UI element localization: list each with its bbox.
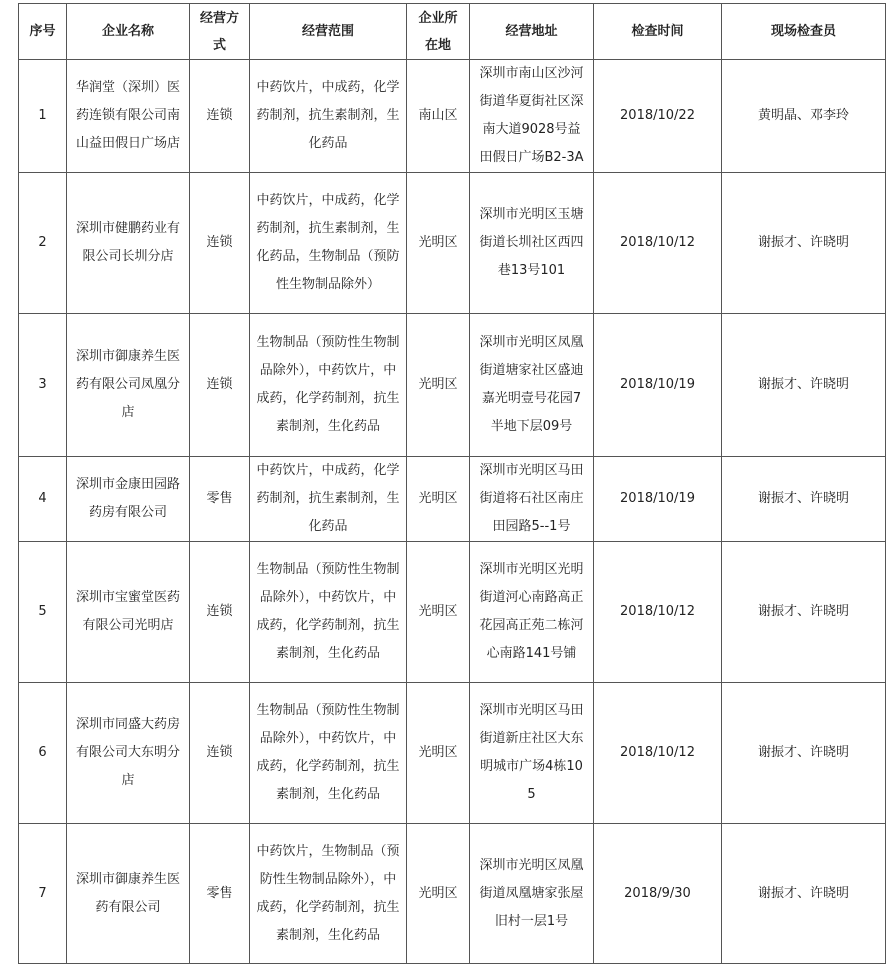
cell-date: 2018/10/22	[594, 60, 722, 173]
cell-inspector: 谢振才、许晓明	[722, 824, 886, 964]
cell-district: 光明区	[407, 314, 470, 457]
table-row	[19, 683, 886, 824]
table-row	[19, 824, 886, 964]
cell-mode: 连锁	[190, 683, 250, 824]
cell-mode: 连锁	[190, 173, 250, 314]
table-row	[19, 542, 886, 683]
cell-mode: 连锁	[190, 314, 250, 457]
cell-mode: 连锁	[190, 542, 250, 683]
cell-seq: 3	[19, 314, 67, 457]
cell-inspector: 谢振才、许晓明	[722, 683, 886, 824]
cell-name: 深圳市宝蜜堂医药有限公司光明店	[67, 542, 190, 683]
cell-seq: 7	[19, 824, 67, 964]
cell-district: 南山区	[407, 60, 470, 173]
cell-address: 深圳市光明区马田街道将石社区南庄田园路5--1号	[470, 457, 594, 542]
cell-seq: 5	[19, 542, 67, 683]
cell-date: 2018/9/30	[594, 824, 722, 964]
header-seq: 序号	[19, 4, 67, 60]
header-name: 企业名称	[67, 4, 190, 60]
cell-seq: 6	[19, 683, 67, 824]
cell-address: 深圳市光明区玉塘街道长圳社区西四巷13号101	[470, 173, 594, 314]
cell-district: 光明区	[407, 457, 470, 542]
cell-address: 深圳市光明区光明街道河心南路高正花园高正苑二栋河心南路141号铺	[470, 542, 594, 683]
header-address: 经营地址	[470, 4, 594, 60]
cell-scope: 生物制品（预防性生物制品除外），中药饮片，中成药，化学药制剂，抗生素制剂，生化药品	[250, 542, 407, 683]
header-mode: 经营方式	[190, 4, 250, 60]
header-date: 检查时间	[594, 4, 722, 60]
cell-address: 深圳市南山区沙河街道华夏街社区深南大道9028号益田假日广场B2-3A	[470, 60, 594, 173]
table-row	[19, 60, 886, 173]
cell-name: 深圳市健鹏药业有限公司长圳分店	[67, 173, 190, 314]
cell-inspector: 谢振才、许晓明	[722, 542, 886, 683]
cell-seq: 2	[19, 173, 67, 314]
cell-date: 2018/10/12	[594, 542, 722, 683]
cell-seq: 4	[19, 457, 67, 542]
cell-scope: 生物制品（预防性生物制品除外），中药饮片，中成药，化学药制剂，抗生素制剂，生化药品	[250, 683, 407, 824]
header-inspector: 现场检查员	[722, 4, 886, 60]
cell-name: 深圳市金康田园路药房有限公司	[67, 457, 190, 542]
cell-name: 深圳市同盛大药房有限公司大东明分店	[67, 683, 190, 824]
cell-scope: 中药饮片，中成药，化学药制剂，抗生素制剂，生化药品	[250, 457, 407, 542]
cell-date: 2018/10/12	[594, 683, 722, 824]
inspection-table	[18, 3, 886, 964]
cell-inspector: 谢振才、许晓明	[722, 457, 886, 542]
cell-district: 光明区	[407, 824, 470, 964]
cell-district: 光明区	[407, 173, 470, 314]
cell-address: 深圳市光明区凤凰街道凤凰塘家张屋旧村一层1号	[470, 824, 594, 964]
table-row	[19, 314, 886, 457]
cell-scope: 中药饮片，中成药，化学药制剂，抗生素制剂，生化药品	[250, 60, 407, 173]
cell-mode: 零售	[190, 824, 250, 964]
cell-scope: 生物制品（预防性生物制品除外），中药饮片，中成药，化学药制剂，抗生素制剂，生化药品	[250, 314, 407, 457]
cell-district: 光明区	[407, 542, 470, 683]
header-district: 企业所在地	[407, 4, 470, 60]
header-scope: 经营范围	[250, 4, 407, 60]
cell-address: 深圳市光明区凤凰街道塘家社区盛迪嘉光明壹号花园7半地下层09号	[470, 314, 594, 457]
table-row	[19, 457, 886, 542]
cell-mode: 零售	[190, 457, 250, 542]
cell-scope: 中药饮片，中成药，化学药制剂，抗生素制剂，生化药品，生物制品（预防性生物制品除外）	[250, 173, 407, 314]
cell-name: 深圳市御康养生医药有限公司凤凰分店	[67, 314, 190, 457]
cell-inspector: 谢振才、许晓明	[722, 314, 886, 457]
cell-address: 深圳市光明区马田街道新庄社区大东明城市广场4栋105	[470, 683, 594, 824]
cell-district: 光明区	[407, 683, 470, 824]
cell-name: 华润堂（深圳）医药连锁有限公司南山益田假日广场店	[67, 60, 190, 173]
table-row	[19, 173, 886, 314]
cell-mode: 连锁	[190, 60, 250, 173]
cell-inspector: 谢振才、许晓明	[722, 173, 886, 314]
cell-date: 2018/10/19	[594, 457, 722, 542]
header-row	[19, 4, 886, 60]
cell-name: 深圳市御康养生医药有限公司	[67, 824, 190, 964]
cell-inspector: 黄明晶、邓李玲	[722, 60, 886, 173]
cell-seq: 1	[19, 60, 67, 173]
cell-scope: 中药饮片，生物制品（预防性生物制品除外），中成药，化学药制剂，抗生素制剂，生化药品	[250, 824, 407, 964]
cell-date: 2018/10/12	[594, 173, 722, 314]
cell-date: 2018/10/19	[594, 314, 722, 457]
